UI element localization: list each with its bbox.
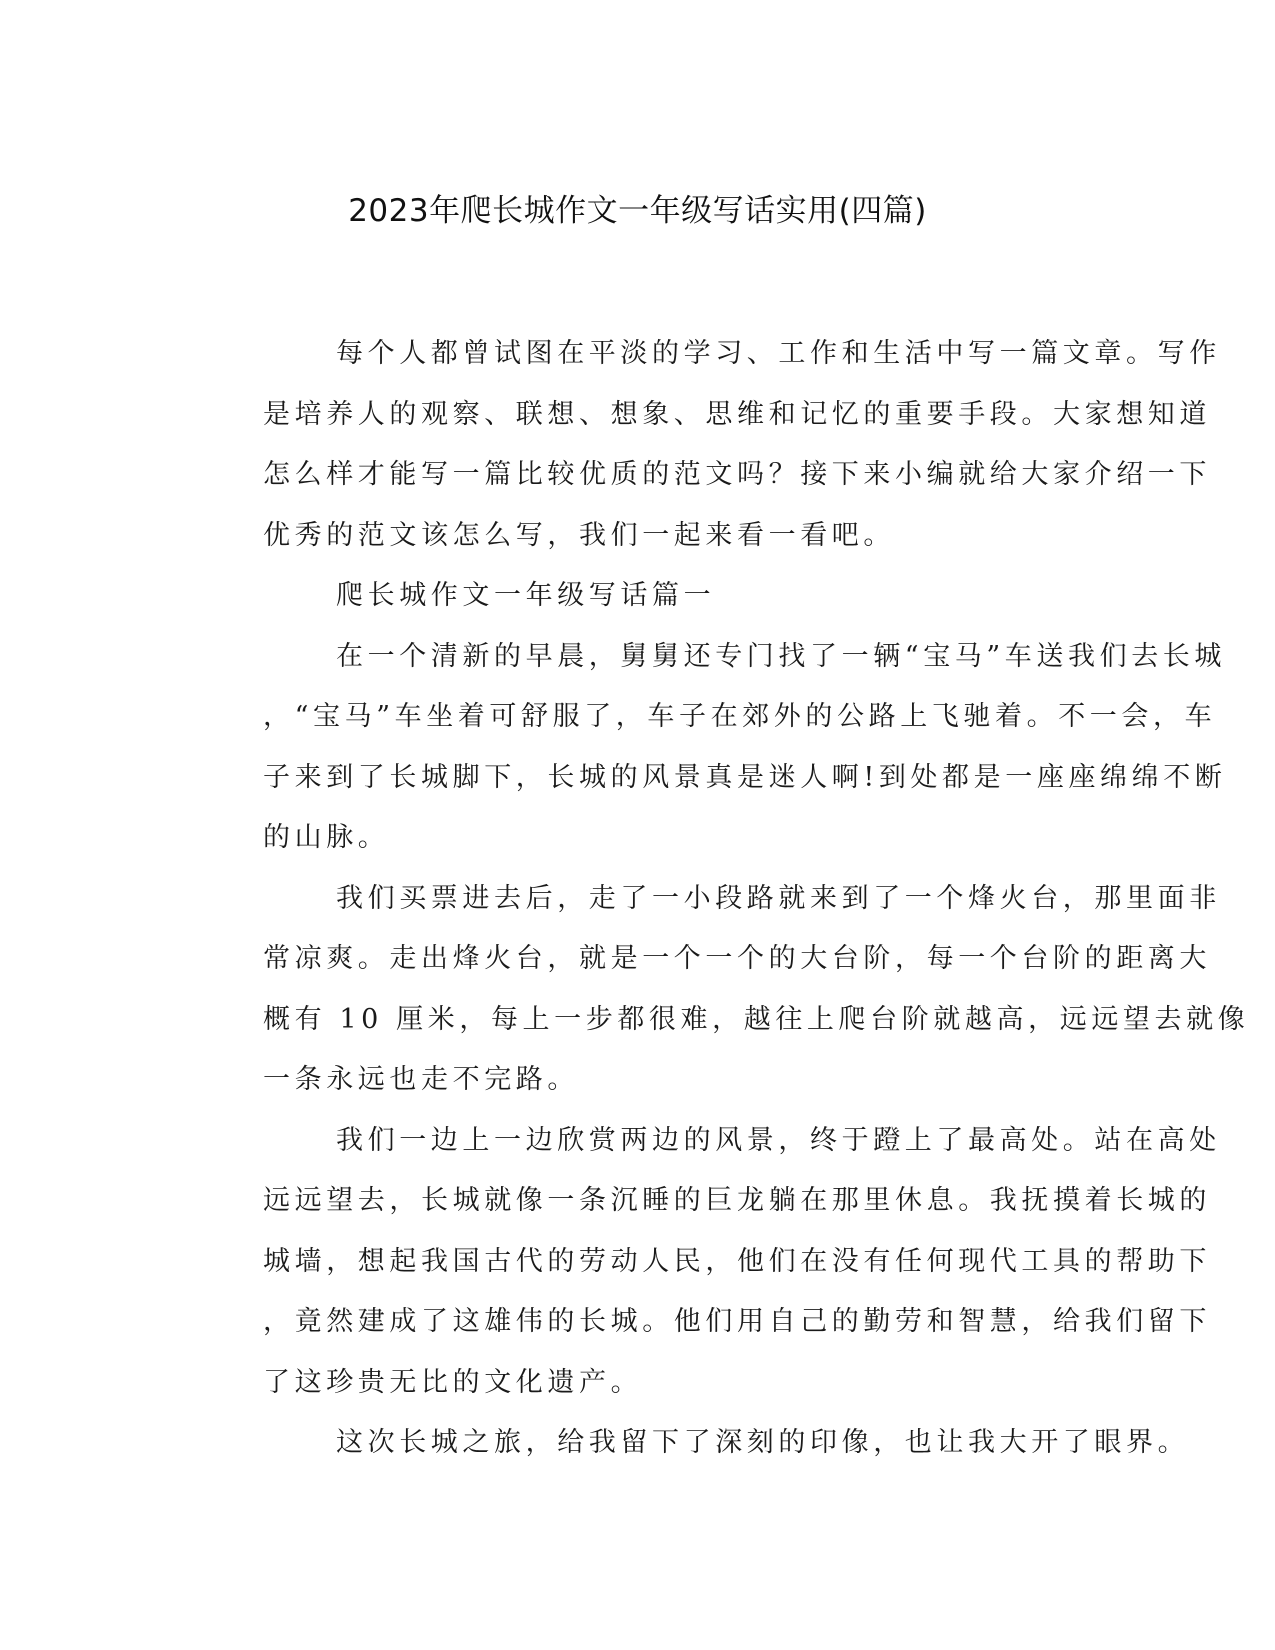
paragraph-line: ，“宝马”车坐着可舒服了，车子在郊外的公路上飞驰着。不一会，车 (263, 701, 1217, 732)
paragraph-line: 常凉爽。走出烽火台，就是一个一个的大台阶，每一个台阶的距离大 (263, 943, 1211, 974)
paragraph-line: 这次长城之旅，给我留下了深刻的印像，也让我大开了眼界。 (336, 1427, 1190, 1458)
paragraph-beacon-tower (190, 869, 1250, 1111)
document-body (190, 324, 1250, 1474)
document-title: 2023年爬长城作文一年级写话实用(四篇) (348, 193, 927, 229)
paragraph-line: 怎么样才能写一篇比较优质的范文吗？接下来小编就给大家介绍一下 (263, 459, 1211, 490)
section-heading-text: 爬长城作文一年级写话篇一 (336, 580, 716, 611)
paragraph-line: 优秀的范文该怎么写，我们一起来看一看吧。 (263, 519, 895, 551)
paragraph-morning (190, 627, 1227, 869)
paragraph-line: 概有 10 厘米，每上一步都很难，越往上爬台阶就越高，远远望去就像 (263, 1003, 1250, 1035)
paragraph-line: 城墙，想起我国古代的劳动人民，他们在没有任何现代工具的帮助下 (263, 1245, 1211, 1277)
paragraph-intro (190, 324, 1221, 566)
paragraph-line: 我们一边上一边欣赏两边的风景，终于蹬上了最高处。站在高处 (336, 1124, 1221, 1156)
paragraph-highest-point (190, 1111, 1221, 1414)
paragraph-line: 每个人都曾试图在平淡的学习、工作和生活中写一篇文章。写作 (336, 338, 1221, 369)
section-heading (190, 566, 1070, 627)
paragraph-conclusion (190, 1413, 1190, 1474)
paragraph-line: 子来到了长城脚下，长城的风景真是迷人啊!到处都是一座座绵绵不断 (263, 761, 1227, 793)
paragraph-line: 一条永远也走不完路。 (263, 1064, 579, 1095)
paragraph-line: 了这珍贵无比的文化遗产。 (263, 1366, 643, 1398)
paragraph-line: 我们买票进去后，走了一小段路就来到了一个烽火台，那里面非 (336, 882, 1221, 914)
paragraph-line: 是培养人的观察、联想、想象、思维和记忆的重要手段。大家想知道 (263, 398, 1211, 430)
paragraph-line: 的山脉。 (263, 822, 390, 853)
paragraph-line: 远远望去，长城就像一条沉睡的巨龙躺在那里休息。我抚摸着长城的 (263, 1185, 1211, 1216)
paragraph-line: 在一个清新的早晨，舅舅还专门找了一辆“宝马”车送我们去长城 (336, 640, 1227, 672)
paragraph-line: ，竟然建成了这雄伟的长城。他们用自己的勤劳和智慧，给我们留下 (263, 1306, 1211, 1337)
